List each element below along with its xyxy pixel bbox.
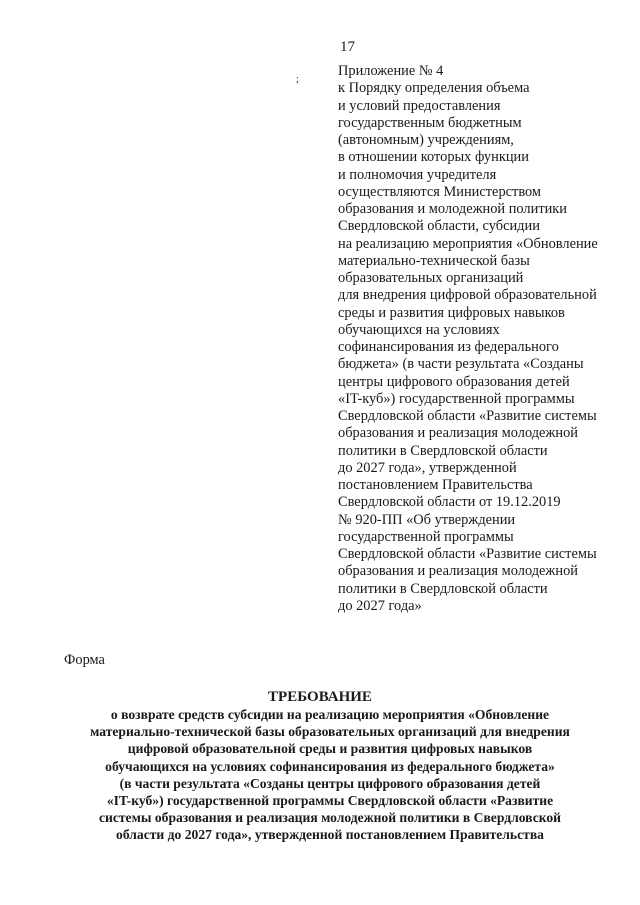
requirement-title: ТРЕБОВАНИЕ bbox=[268, 689, 372, 705]
appendix-line: материально-технической базы bbox=[338, 252, 530, 269]
appendix-line: постановлением Правительства bbox=[338, 477, 533, 493]
form-label: Форма bbox=[64, 652, 105, 668]
page-number: 17 bbox=[340, 39, 355, 55]
requirement-line: о возврате средств субсидии на реализацию мероприятия «Обновление bbox=[110, 707, 550, 722]
requirement-line: области до 2027 года», утвержденной постановлением Правительства bbox=[116, 827, 544, 843]
appendix-line: государственной программы bbox=[338, 528, 514, 545]
appendix-line: политики в Свердловской области bbox=[338, 580, 548, 597]
requirement-line: (в части результата «Созданы центры цифрового образования детей bbox=[119, 775, 541, 791]
appendix-line: к Порядку определения объема bbox=[338, 80, 530, 97]
appendix-line: и полномочия учредителя bbox=[338, 166, 497, 183]
appendix-line: Свердловской области, субсидии bbox=[338, 218, 540, 235]
appendix-line: Свердловской области «Развитие системы bbox=[338, 408, 597, 424]
appendix-line: осуществляются Министерством bbox=[338, 183, 542, 200]
appendix-line: до 2027 года» bbox=[338, 597, 422, 614]
appendix-line: на реализацию мероприятия «Обновление bbox=[338, 235, 598, 252]
appendix-block bbox=[338, 63, 634, 615]
appendix-line: «IT-куб») государственной программы bbox=[338, 390, 575, 407]
appendix-line: бюджета» (в части результата «Созданы bbox=[338, 356, 584, 373]
requirement-line: обучающихся на условиях софинансирования из федерального бюджета» bbox=[105, 758, 555, 774]
appendix-line: образования и молодежной политики bbox=[338, 201, 567, 217]
appendix-line: Приложение № 4 bbox=[338, 63, 444, 79]
appendix-line: образования и реализация молодежной bbox=[338, 425, 578, 442]
appendix-line: обучающихся на условиях bbox=[338, 321, 500, 338]
appendix-line: образовательных организаций bbox=[338, 270, 524, 286]
requirement-line: системы образования и реализация молодежной политики в Свердловской bbox=[98, 810, 562, 826]
appendix-line: до 2027 года», утвержденной bbox=[338, 459, 517, 476]
appendix-line: для внедрения цифровой образовательной bbox=[338, 287, 597, 304]
appendix-line: образования и реализация молодежной bbox=[338, 563, 578, 580]
requirement-line: материально-технической базы образовательных организаций для внедрения bbox=[90, 724, 570, 740]
appendix-line: в отношении которых функции bbox=[338, 149, 529, 166]
appendix-line: центры цифрового образования детей bbox=[338, 373, 570, 390]
stray-mark: ; bbox=[296, 74, 299, 85]
requirement-body bbox=[50, 706, 610, 844]
appendix-line: среды и развития цифровых навыков bbox=[338, 304, 565, 321]
appendix-line: (автономным) учреждениям, bbox=[338, 132, 514, 148]
appendix-line: Свердловской области «Развитие системы bbox=[338, 546, 597, 562]
appendix-line: политики в Свердловской области bbox=[338, 442, 548, 459]
appendix-line: государственным бюджетным bbox=[338, 114, 522, 131]
requirement-line: «IT-куб») государственной программы Свердловской области «Развитие bbox=[106, 793, 554, 809]
appendix-line: № 920-ПП «Об утверждении bbox=[338, 511, 516, 528]
appendix-line: софинансирования из федерального bbox=[338, 339, 559, 355]
appendix-line: Свердловской области от 19.12.2019 bbox=[338, 494, 561, 511]
appendix-line: и условий предоставления bbox=[338, 97, 501, 114]
requirement-line: цифровой образовательной среды и развития цифровых навыков bbox=[127, 741, 533, 757]
